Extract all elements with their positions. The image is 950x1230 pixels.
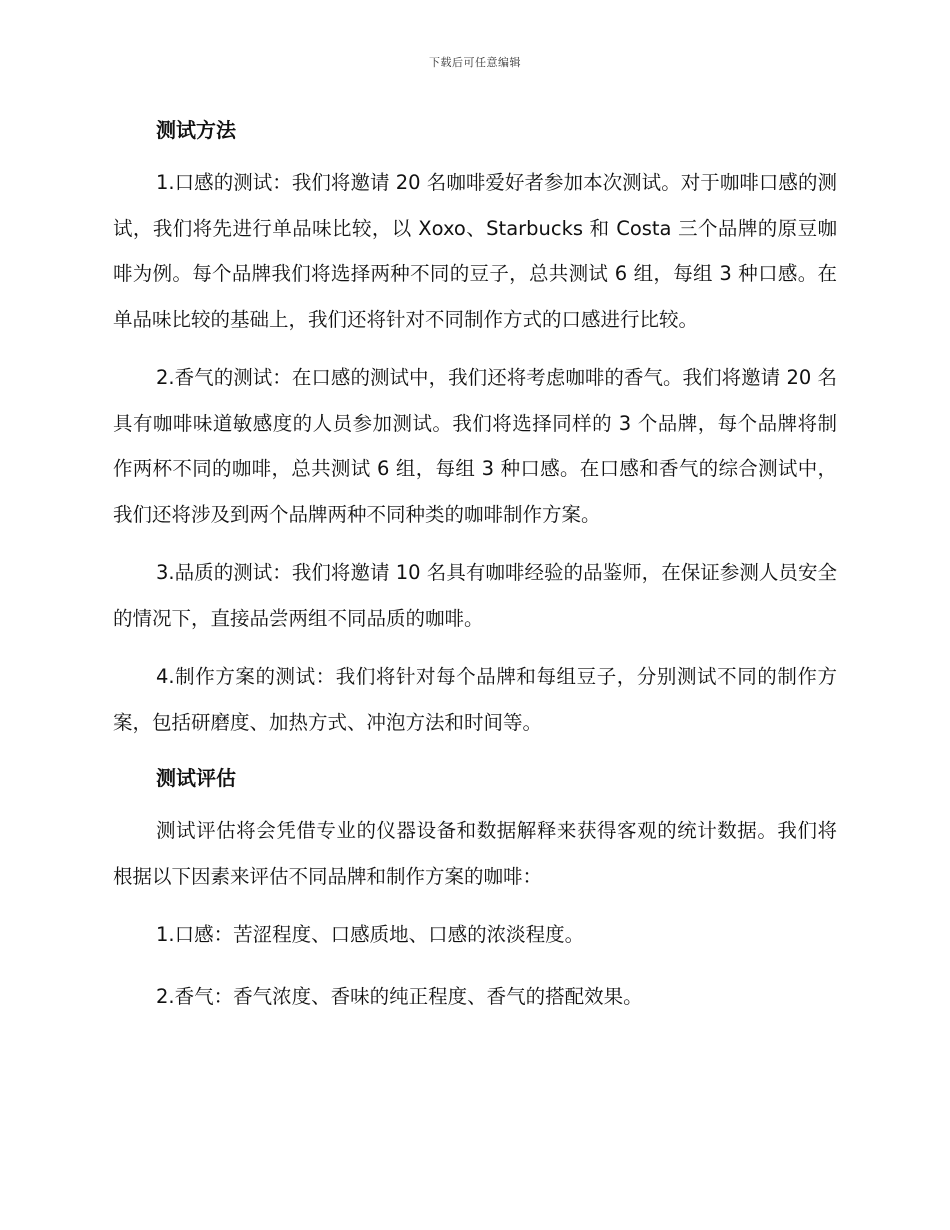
paragraph-quality-test: 3.品质的测试：我们将邀请 10 名具有咖啡经验的品鉴师，在保证参测人员安全的情况下，直接品尝两组不同品质的咖啡。: [113, 561, 837, 630]
paragraph-taste-test: 1.口感的测试：我们将邀请 20 名咖啡爱好者参加本次测试。对于咖啡口感的测试，我们将先进行单品味比较，以 Xoxo、Starbucks 和 Costa 三个品牌的原豆咖啡为例。每个品牌我们将选择两种不同的豆子，总共测试 6 组，每组 3 种口感。在单品味比较的基础上，我们还将针对不同制作方式的口感进行比较。: [113, 171, 837, 331]
paragraph-method-test: 4.制作方案的测试：我们将针对每个品牌和每组豆子，分别测试不同的制作方案，包括研磨度、加热方式、冲泡方法和时间等。: [113, 665, 837, 734]
section-heading-test-evaluation: 测试评估: [156, 766, 236, 790]
paragraph-evaluation-taste: 1.口感：苦涩程度、口感质地、口感的浓淡程度。: [156, 923, 585, 946]
paragraph-aroma-test: 2.香气的测试：在口感的测试中，我们还将考虑咖啡的香气。我们将邀请 20 名具有咖啡味道敏感度的人员参加测试。我们将选择同样的 3 个品牌，每个品牌将制作两杯不同的咖啡，总共测试 6 组，每组 3 种口感。在口感和香气的综合测试中，我们还将涉及到两个品牌两种不同种类的咖啡制作方案。: [113, 366, 837, 526]
document-body: [113, 110, 837, 1035]
paragraph-evaluation-aroma: 2.香气：香气浓度、香味的纯正程度、香气的搭配效果。: [156, 984, 643, 1008]
section-heading-test-method: 测试方法: [156, 118, 236, 142]
paragraph-evaluation-intro: 测试评估将会凭借专业的仪器设备和数据解释来获得客观的统计数据。我们将根据以下因素来评估不同品牌和制作方案的咖啡：: [113, 819, 837, 888]
header-note: 下载后可任意编辑: [429, 56, 521, 69]
